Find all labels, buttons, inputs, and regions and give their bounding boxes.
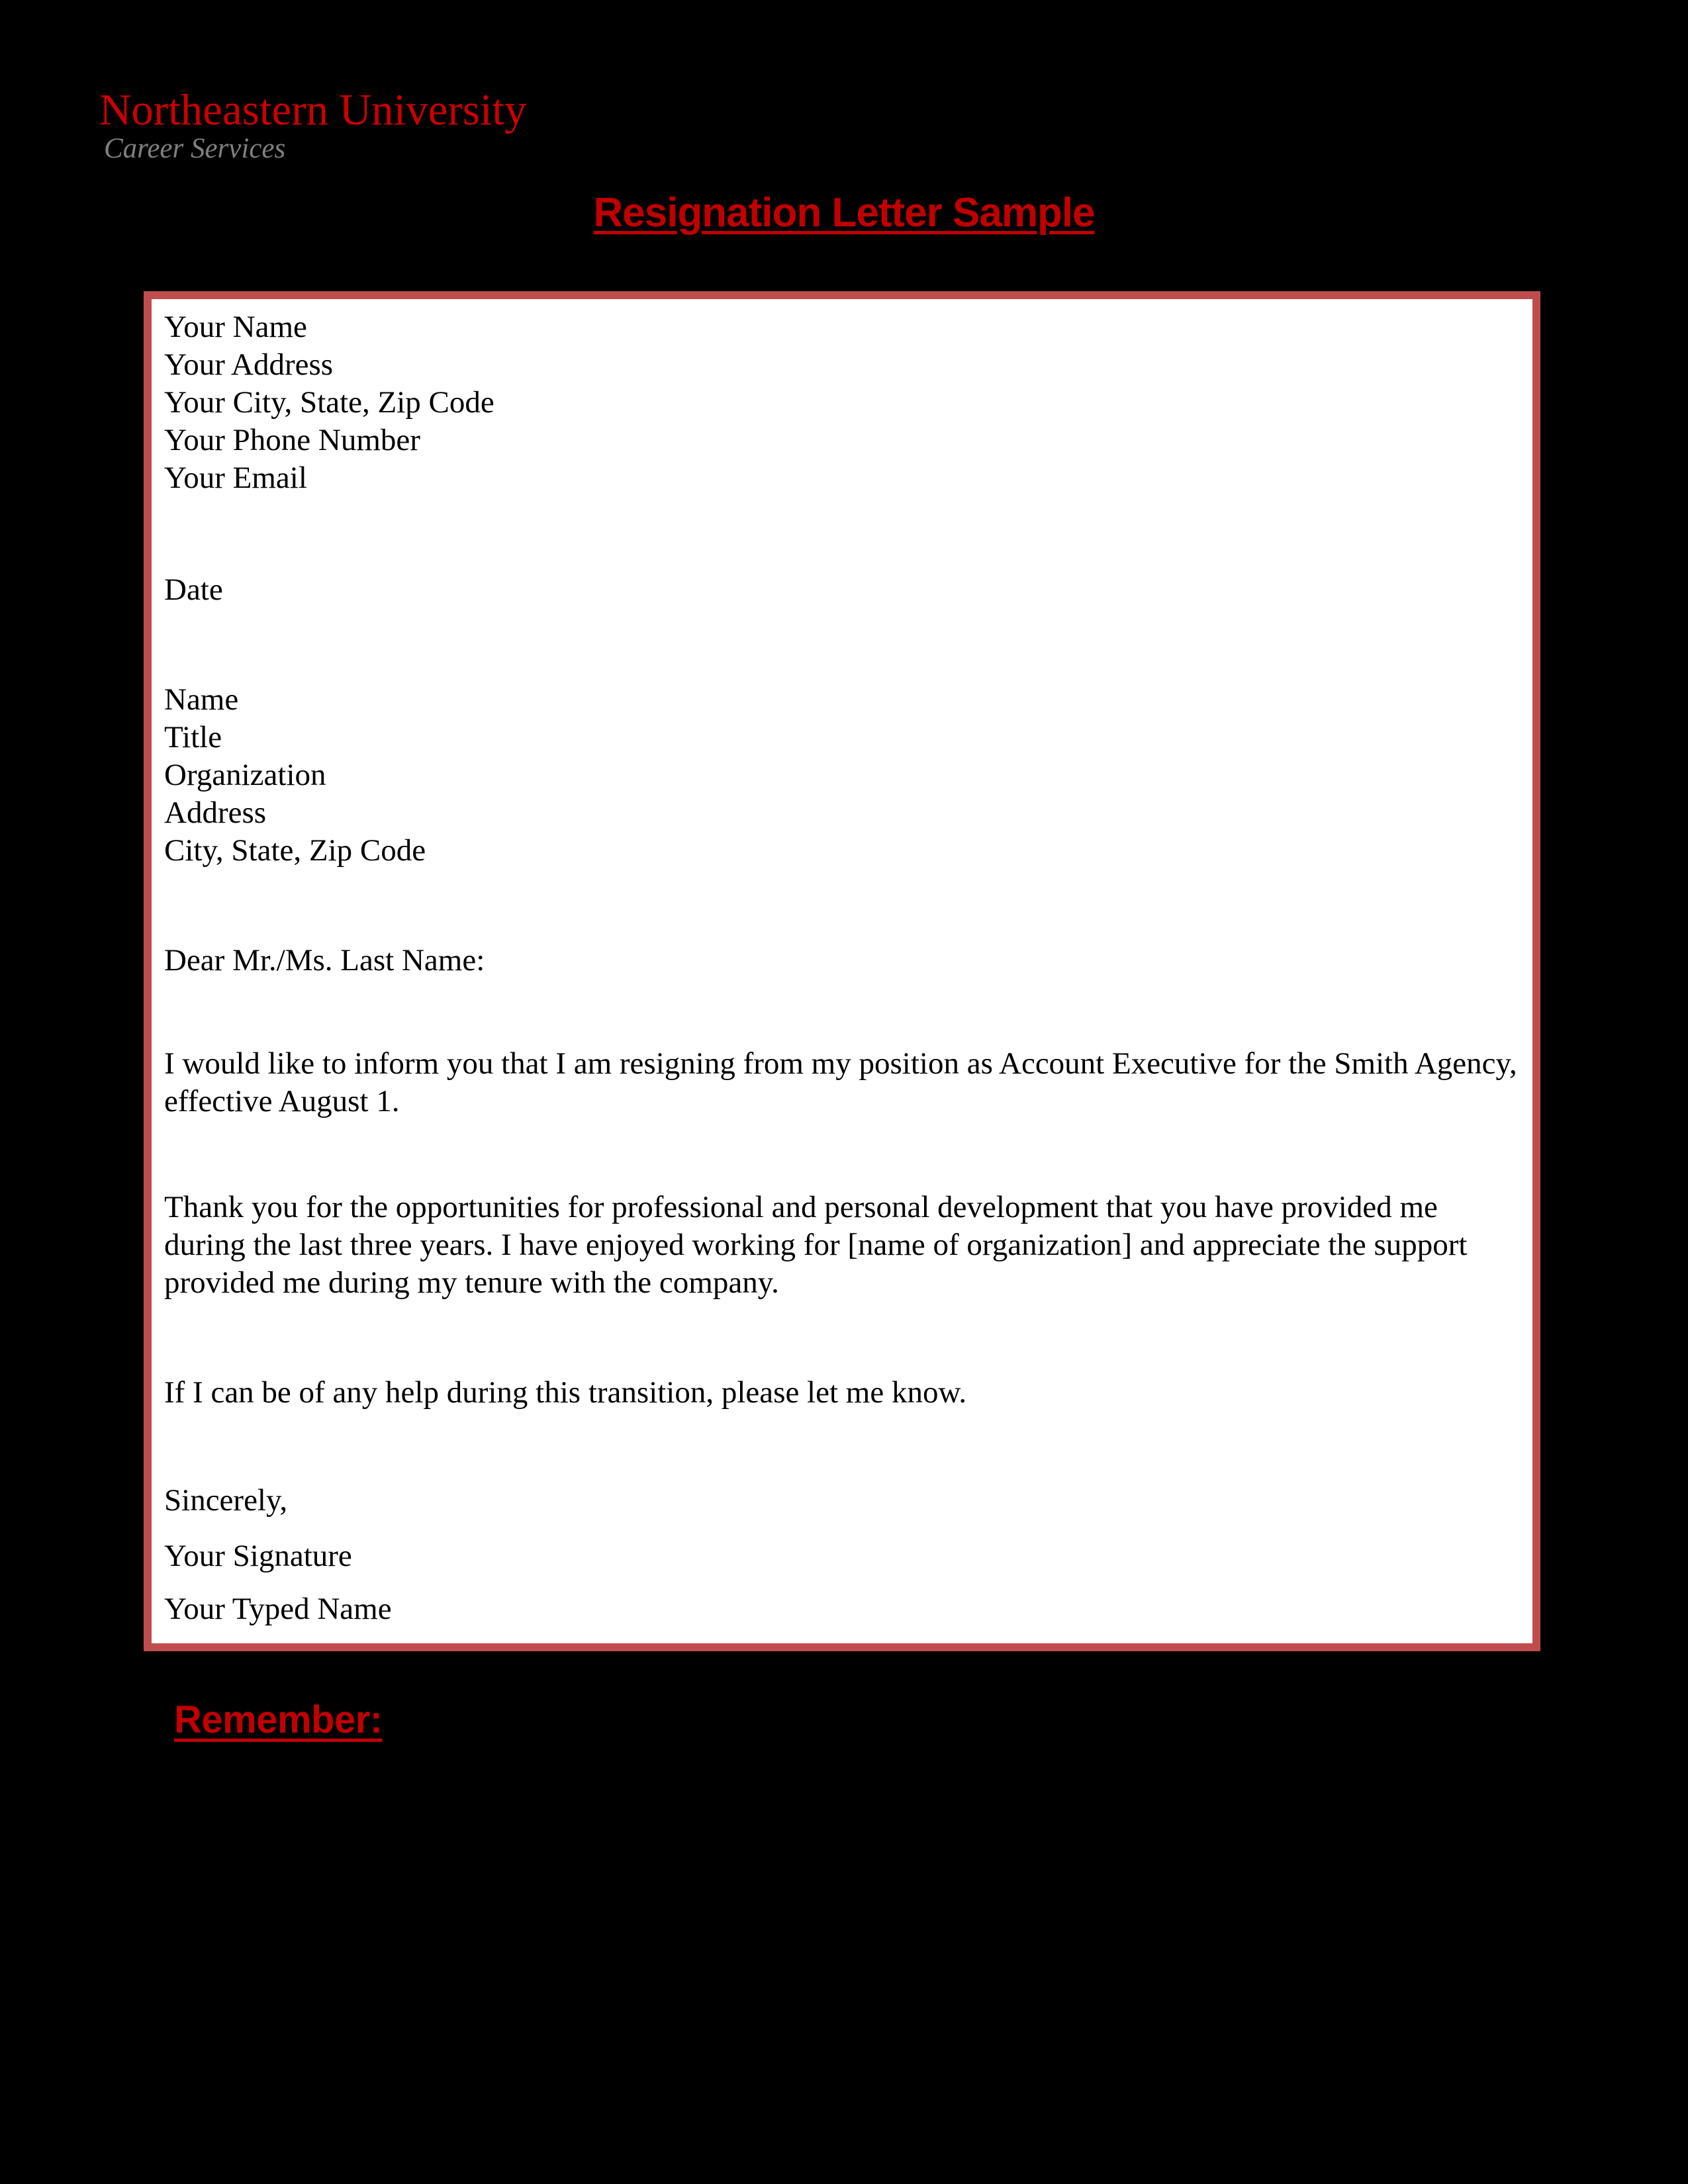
sender-address-line: Your Address (164, 347, 334, 382)
recipient-address-block (164, 681, 1519, 870)
recipient-name-line: Name (164, 682, 239, 717)
recipient-organization-line: Organization (164, 758, 326, 792)
career-services-subtitle: Career Services (104, 133, 286, 164)
closing-line: Sincerely, (164, 1483, 288, 1518)
letter-sample-box (144, 291, 1540, 1651)
body-paragraph-resignation: I would like to inform you that I am resigning from my position as Account Executive for the Smith Agency, effective August 1. (164, 1046, 1517, 1118)
recipient-city-line: City, State, Zip Code (164, 833, 426, 868)
recipient-title-line: Title (164, 720, 222, 754)
signature-placeholder: Your Signature (164, 1539, 352, 1573)
body-paragraph-transition: If I can be of any help during this transition, please let me know. (164, 1375, 967, 1410)
sender-city-line: Your City, State, Zip Code (164, 385, 494, 420)
typed-name-placeholder: Your Typed Name (164, 1592, 392, 1626)
date-line: Date (164, 572, 223, 607)
sender-name-line: Your Name (164, 310, 307, 344)
page-title: Resignation Letter Sample (593, 190, 1095, 236)
university-logo-text: Northeastern University (99, 85, 527, 134)
sender-phone-line: Your Phone Number (164, 423, 420, 457)
remember-heading: Remember: (174, 1698, 383, 1741)
body-paragraph-thanks: Thank you for the opportunities for professional and personal development that you have provided me during the last three years. I have enjoyed working for [name of organization] and appreciate the support provided me during my tenure with the company. (164, 1190, 1468, 1300)
sender-address-block (164, 308, 1519, 497)
salutation-line: Dear Mr./Ms. Last Name: (164, 943, 485, 978)
recipient-address-line: Address (164, 796, 267, 830)
sender-email-line: Your Email (164, 461, 307, 495)
